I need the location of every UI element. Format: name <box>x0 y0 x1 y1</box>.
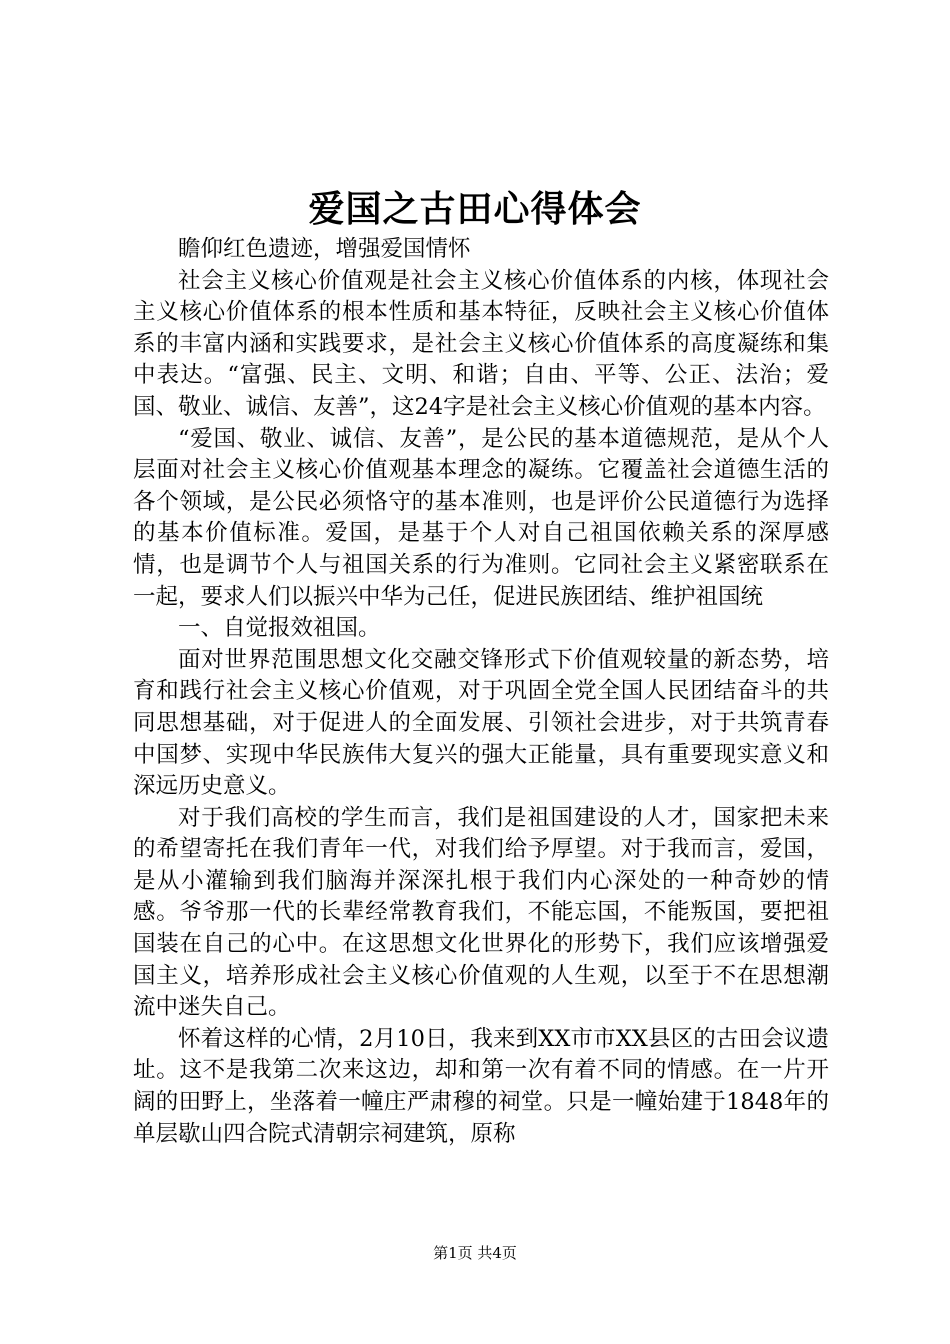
paragraph: 社会主义核心价值观是社会主义核心价值体系的内核，体现社会主义核心价值体系的根本性质和基本特征，反映社会主义核心价值体系的丰富内涵和实践要求，是社会主义核心价值体系的高度凝练和集中表达。“富强、民主、文明、和谐；自由、平等、公正、法治；爱国、敬业、诚信、友善”，这24字是社会主义核心价值观的基本内容。 <box>133 267 829 420</box>
document-body <box>133 234 829 1150</box>
document-title: 爱国之古田心得体会 <box>308 188 642 230</box>
section-heading: 一、自觉报效祖国。 <box>178 615 381 642</box>
page-footer: 第1页 共4页 <box>433 1244 517 1262</box>
paragraph: “爱国、敬业、诚信、友善”，是公民的基本道德规范，是从个人层面对社会主义核心价值观基本理念的凝练。它覆盖社会道德生活的各个领域，是公民必须恪守的基本准则，也是评价公民道德行为选择的基本价值标准。爱国，是基于个人对自己祖国依赖关系的深厚感情，也是调节个人与祖国关系的行为准则。它同社会主义紧密联系在一起，要求人们以振兴中华为己任，促进民族团结、维护祖国统 <box>133 425 829 610</box>
paragraph: 怀着这样的心情，2月10日，我来到XX市市XX县区的古田会议遗址。这不是我第二次来这边，却和第一次有着不同的情感。在一片开阔的田野上，坐落着一幢庄严肃穆的祠堂。只是一幢始建于1848年的单层歇山四合院式清朝宗祠建筑，原称 <box>133 1025 829 1147</box>
paragraph-subtitle: 瞻仰红色遗迹，增强爱国情怀 <box>178 236 471 262</box>
paragraph: 面对世界范围思想文化交融交锋形式下价值观较量的新态势，培育和践行社会主义核心价值观，对于巩固全党全国人民团结奋斗的共同思想基础，对于促进人的全面发展、引领社会进步，对于共筑青春中国梦、实现中华民族伟大复兴的强大正能量，具有重要现实意义和深远历史意义。 <box>133 646 829 800</box>
paragraph: 对于我们高校的学生而言，我们是祖国建设的人才，国家把未来的希望寄托在我们青年一代，对我们给予厚望。对于我而言，爱国，是从小灌输到我们脑海并深深扎根于我们内心深处的一种奇妙的情感。爷爷那一代的长辈经常教育我们，不能忘国，不能叛国，要把祖国装在自己的心中。在这思想文化世界化的形势下，我们应该增强爱国主义，培养形成社会主义核心价值观的人生观，以至于不在思想潮流中迷失自己。 <box>133 804 829 1021</box>
